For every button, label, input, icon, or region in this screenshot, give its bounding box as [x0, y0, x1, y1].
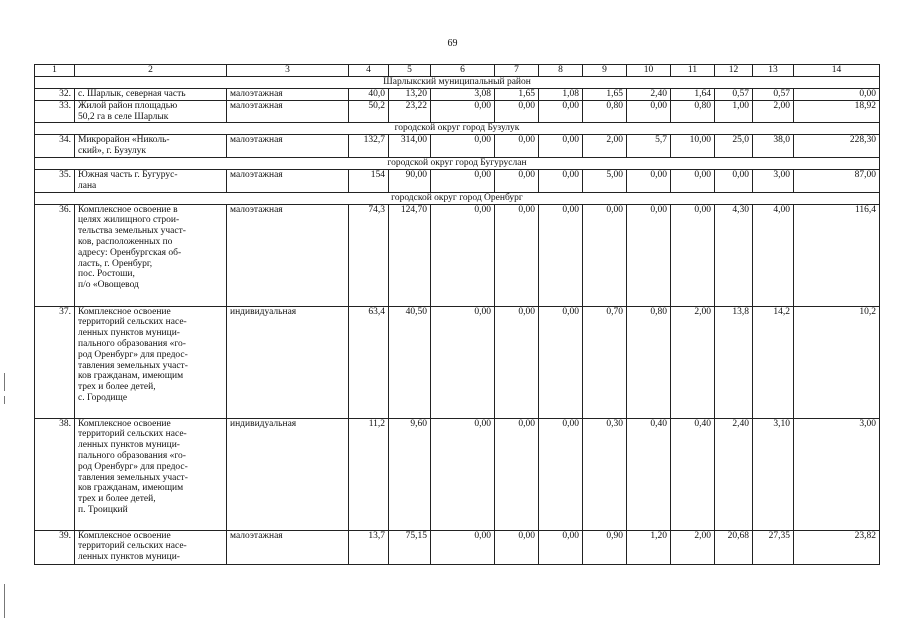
value-cell: 0,00 [495, 169, 539, 192]
value-cell: 1,65 [495, 89, 539, 101]
table-row [35, 306, 880, 418]
row-number: 36. [35, 204, 75, 306]
object-name: Комплексное освоение территорий сельских насе- ленных пунктов муници- пального образования «го- род Оренбург» для предос- тавления земельных участ- ков гражданам, имеющим трех и более детей, п. Троицкий [75, 418, 227, 530]
row-number: 39. [35, 530, 75, 564]
column-header: 3 [227, 65, 349, 77]
table-row [35, 135, 880, 158]
value-cell: 1,65 [583, 89, 627, 101]
value-cell: 3,08 [431, 89, 495, 101]
margin-mark [4, 373, 5, 391]
value-cell: 1,64 [671, 89, 715, 101]
value-cell: 23,22 [389, 100, 431, 123]
value-cell: 14,2 [753, 306, 794, 418]
column-header: 12 [715, 65, 753, 77]
building-type: малоэтажная [227, 100, 349, 123]
value-cell: 13,20 [389, 89, 431, 101]
value-cell: 0,00 [539, 100, 583, 123]
value-cell: 18,92 [794, 100, 880, 123]
margin-mark [4, 396, 5, 404]
value-cell: 4,30 [715, 204, 753, 306]
object-name: Комплексное освоение территорий сельских насе- ленных пунктов муници- пального образования «го- род Оренбург» для предос- тавления земельных участ- ков гражданам, имеющим трех и более детей, с. Городище [75, 306, 227, 418]
value-cell: 0,00 [715, 169, 753, 192]
value-cell: 27,35 [753, 530, 794, 564]
table-row [35, 530, 880, 564]
section-title: городской округ город Оренбург [35, 192, 880, 204]
building-type: малоэтажная [227, 169, 349, 192]
value-cell: 0,57 [753, 89, 794, 101]
row-number: 35. [35, 169, 75, 192]
value-cell: 116,4 [794, 204, 880, 306]
value-cell: 0,70 [583, 306, 627, 418]
value-cell: 0,80 [583, 100, 627, 123]
column-header: 5 [389, 65, 431, 77]
value-cell: 90,00 [389, 169, 431, 192]
value-cell: 74,3 [349, 204, 389, 306]
object-name: Комплексное освоение в целях жилищного строи- тельства земельных участ- ков, расположенных по адресу: Оренбургская об- ласть, г. Оренбург, пос. Ростоши, п/о «Овощевод [75, 204, 227, 306]
value-cell: 124,70 [389, 204, 431, 306]
table-row [35, 100, 880, 123]
value-cell: 0,00 [539, 204, 583, 306]
value-cell: 40,0 [349, 89, 389, 101]
value-cell: 3,00 [753, 169, 794, 192]
value-cell: 13,8 [715, 306, 753, 418]
value-cell: 9,60 [389, 418, 431, 530]
table-body [35, 65, 880, 565]
value-cell: 3,10 [753, 418, 794, 530]
row-number: 32. [35, 89, 75, 101]
value-cell: 0,00 [495, 418, 539, 530]
value-cell: 10,2 [794, 306, 880, 418]
value-cell: 0,00 [539, 418, 583, 530]
column-header: 11 [671, 65, 715, 77]
section-row [35, 77, 880, 89]
value-cell: 314,00 [389, 135, 431, 158]
value-cell: 2,40 [715, 418, 753, 530]
value-cell: 0,57 [715, 89, 753, 101]
value-cell: 0,00 [431, 100, 495, 123]
value-cell: 5,00 [583, 169, 627, 192]
value-cell: 0,00 [495, 530, 539, 564]
value-cell: 2,00 [753, 100, 794, 123]
value-cell: 0,00 [794, 89, 880, 101]
value-cell: 0,80 [627, 306, 671, 418]
value-cell: 1,08 [539, 89, 583, 101]
value-cell: 38,0 [753, 135, 794, 158]
value-cell: 132,7 [349, 135, 389, 158]
row-number: 34. [35, 135, 75, 158]
value-cell: 23,82 [794, 530, 880, 564]
value-cell: 5,7 [627, 135, 671, 158]
value-cell: 0,30 [583, 418, 627, 530]
value-cell: 0,90 [583, 530, 627, 564]
object-name: Комплексное освоение территорий сельских насе- ленных пунктов муници- [75, 530, 227, 564]
value-cell: 0,00 [495, 100, 539, 123]
value-cell: 2,00 [671, 306, 715, 418]
margin-mark [4, 584, 5, 618]
value-cell: 0,00 [671, 204, 715, 306]
value-cell: 1,20 [627, 530, 671, 564]
value-cell: 0,00 [627, 169, 671, 192]
column-header: 10 [627, 65, 671, 77]
table-row [35, 418, 880, 530]
column-header: 13 [753, 65, 794, 77]
value-cell: 2,00 [583, 135, 627, 158]
value-cell: 0,00 [431, 169, 495, 192]
object-name: с. Шарлык, северная часть [75, 89, 227, 101]
building-type: индивидуальная [227, 306, 349, 418]
value-cell: 0,00 [495, 135, 539, 158]
value-cell: 0,00 [627, 100, 671, 123]
building-type: индивидуальная [227, 418, 349, 530]
header-row [35, 65, 880, 77]
value-cell: 0,00 [431, 204, 495, 306]
value-cell: 0,00 [431, 306, 495, 418]
section-title: Шарлыкский муниципальный район [35, 77, 880, 89]
section-row [35, 192, 880, 204]
value-cell: 0,00 [539, 306, 583, 418]
section-row [35, 157, 880, 169]
value-cell: 63,4 [349, 306, 389, 418]
table-row [35, 89, 880, 101]
column-header: 8 [539, 65, 583, 77]
value-cell: 20,68 [715, 530, 753, 564]
value-cell: 50,2 [349, 100, 389, 123]
building-type: малоэтажная [227, 89, 349, 101]
value-cell: 228,30 [794, 135, 880, 158]
row-number: 33. [35, 100, 75, 123]
object-name: Жилой район площадью 50,2 га в селе Шарлык [75, 100, 227, 123]
value-cell: 1,00 [715, 100, 753, 123]
column-header: 2 [75, 65, 227, 77]
section-title: городской округ город Бугуруслан [35, 157, 880, 169]
value-cell: 0,00 [539, 135, 583, 158]
data-table [34, 64, 880, 565]
row-number: 37. [35, 306, 75, 418]
value-cell: 4,00 [753, 204, 794, 306]
value-cell: 40,50 [389, 306, 431, 418]
column-header: 14 [794, 65, 880, 77]
section-row [35, 123, 880, 135]
building-type: малоэтажная [227, 135, 349, 158]
value-cell: 0,00 [671, 169, 715, 192]
value-cell: 0,00 [495, 306, 539, 418]
building-type: малоэтажная [227, 204, 349, 306]
value-cell: 87,00 [794, 169, 880, 192]
value-cell: 0,00 [539, 530, 583, 564]
value-cell: 0,40 [671, 418, 715, 530]
column-header: 9 [583, 65, 627, 77]
row-number: 38. [35, 418, 75, 530]
value-cell: 3,00 [794, 418, 880, 530]
value-cell: 2,00 [671, 530, 715, 564]
value-cell: 2,40 [627, 89, 671, 101]
value-cell: 13,7 [349, 530, 389, 564]
value-cell: 0,00 [431, 530, 495, 564]
column-header: 6 [431, 65, 495, 77]
value-cell: 0,00 [495, 204, 539, 306]
column-header: 1 [35, 65, 75, 77]
value-cell: 0,00 [539, 169, 583, 192]
column-header: 4 [349, 65, 389, 77]
value-cell: 0,00 [431, 135, 495, 158]
value-cell: 25,0 [715, 135, 753, 158]
value-cell: 0,80 [671, 100, 715, 123]
building-type: малоэтажная [227, 530, 349, 564]
value-cell: 0,00 [627, 204, 671, 306]
value-cell: 10,00 [671, 135, 715, 158]
object-name: Микрорайон «Николь- ский», г. Бузулук [75, 135, 227, 158]
value-cell: 154 [349, 169, 389, 192]
value-cell: 0,40 [627, 418, 671, 530]
value-cell: 0,00 [431, 418, 495, 530]
value-cell: 75,15 [389, 530, 431, 564]
value-cell: 11,2 [349, 418, 389, 530]
value-cell: 0,00 [583, 204, 627, 306]
section-title: городской округ город Бузулук [35, 123, 880, 135]
table-row [35, 204, 880, 306]
object-name: Южная часть г. Бугурус- лана [75, 169, 227, 192]
column-header: 7 [495, 65, 539, 77]
table-row [35, 169, 880, 192]
page-number: 69 [447, 38, 458, 49]
